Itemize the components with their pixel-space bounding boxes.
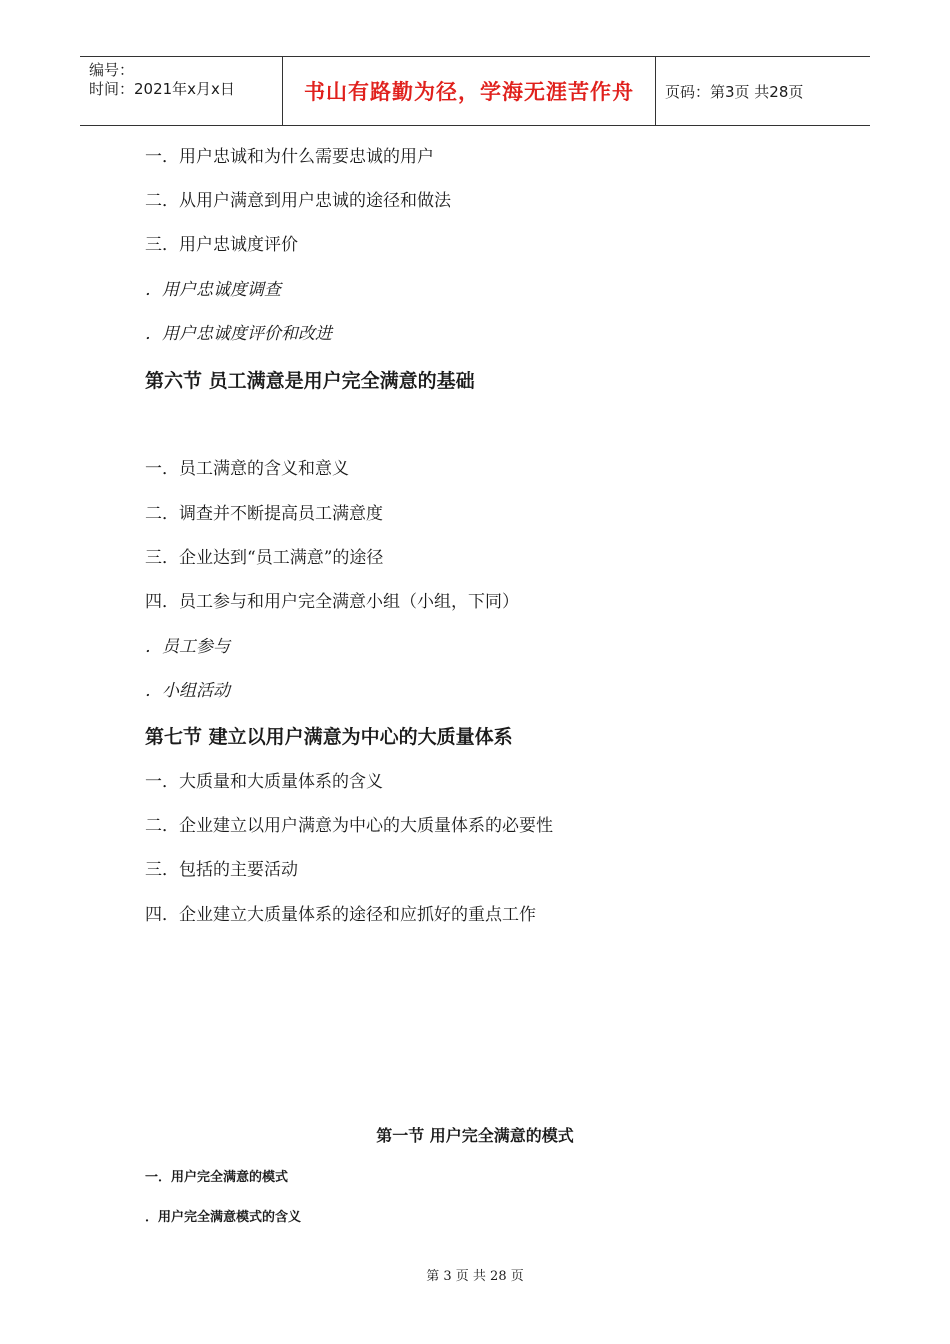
list-item: 四．企业建立大质量体系的途径和应抓好的重点工作 — [145, 905, 536, 925]
header-motto: 书山有路勤为径，学海无涯苦作舟 — [283, 57, 656, 125]
list-item: 二．调查并不断提高员工满意度 — [145, 504, 383, 524]
list-subitem: ．员工参与 — [145, 637, 230, 657]
page-header — [80, 56, 870, 126]
section-heading: 第六节 员工满意是用户完全满意的基础 — [145, 370, 475, 392]
header-meta — [80, 57, 283, 125]
header-page-info: 页码：第3页 共28页 — [665, 82, 804, 101]
document-number-label: 编号： — [89, 61, 135, 79]
document-time-label: 时间：2021年x月x日 — [89, 80, 235, 98]
list-item: 三．包括的主要活动 — [145, 860, 298, 880]
list-item: 二．企业建立以用户满意为中心的大质量体系的必要性 — [145, 816, 553, 836]
list-subitem: ．小组活动 — [145, 681, 230, 701]
list-item: 一．员工满意的含义和意义 — [145, 459, 349, 479]
list-item: 一．大质量和大质量体系的含义 — [145, 772, 383, 792]
chapter-title: 第一节 用户完全满意的模式 — [376, 1126, 574, 1145]
chapter-subitem: ．用户完全满意模式的含义 — [145, 1210, 302, 1225]
list-item: 三．用户忠诚度评价 — [145, 235, 298, 255]
section-heading: 第七节 建立以用户满意为中心的大质量体系 — [145, 726, 513, 748]
page-footer: 第 3 页 共 28 页 — [426, 1269, 524, 1284]
list-item: 一．用户忠诚和为什么需要忠诚的用户 — [145, 147, 434, 167]
list-item: 四．员工参与和用户完全满意小组（小组，下同） — [145, 592, 519, 612]
list-subitem: ．用户忠诚度调查 — [145, 280, 281, 300]
list-item: 三．企业达到“员工满意”的途径 — [145, 548, 384, 568]
list-item: 二．从用户满意到用户忠诚的途径和做法 — [145, 191, 451, 211]
list-subitem: ．用户忠诚度评价和改进 — [145, 324, 332, 344]
chapter-subheading: 一．用户完全满意的模式 — [145, 1170, 289, 1185]
